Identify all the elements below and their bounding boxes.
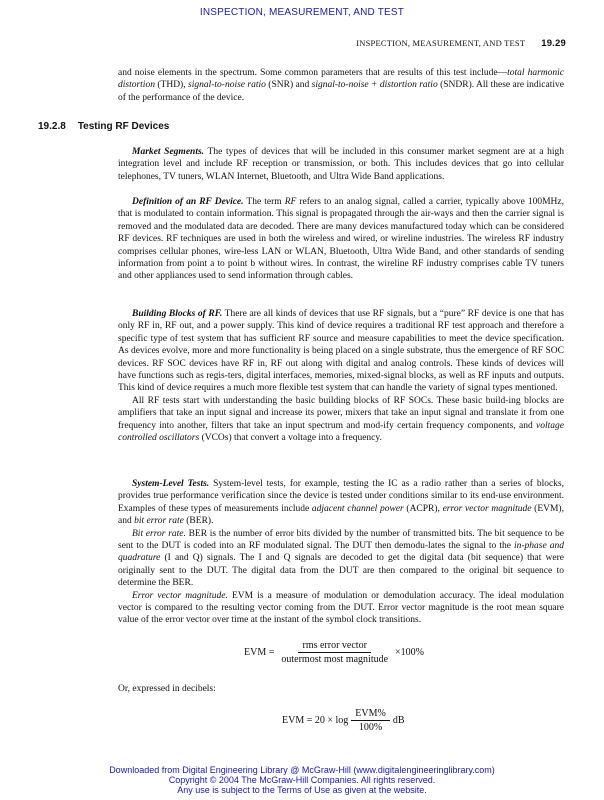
blocks-text-2: All RF tests start with understanding the basic building blocks of RF SOCs. These basic build-ing blocks are amplifiers that take an input signal and increase its power, mixers that take an input signal and translate it from one frequency into another, filters that take an input spectrum and mod-ify certain frequency components, and bbox=[118, 395, 564, 431]
definition-lead: Definition of an RF Device. bbox=[132, 197, 244, 207]
system-text: (EVM), and bbox=[118, 503, 564, 527]
evm-text: EVM is a measure of modulation or demodulation accuracy. The ideal modulation vector is compared to the resulting vector coming from the DUT. Error vector magnitude is the root mean square value of the error vector over time at the instant of the symbol clock transitions. bbox=[118, 590, 564, 626]
definition-text: The term bbox=[243, 197, 285, 207]
section-heading bbox=[38, 121, 169, 132]
intro-paragraph bbox=[118, 67, 564, 104]
market-segments-paragraph bbox=[118, 146, 564, 183]
formula1-lhs: EVM = bbox=[244, 647, 275, 658]
system-lead: System-Level Tests. bbox=[132, 479, 210, 489]
formula2-numerator: EVM% bbox=[351, 708, 390, 721]
formula2-fraction bbox=[351, 708, 390, 733]
blocks-text-2: (VCOs) that convert a voltage into a frequency. bbox=[199, 433, 382, 444]
formula2-denominator: 100% bbox=[358, 722, 383, 733]
system-term-acpr: adjacent channel power bbox=[311, 503, 404, 514]
page-number: 19.29 bbox=[541, 38, 566, 49]
system-term-ber: bit error rate bbox=[134, 516, 184, 527]
intro-term-thd: total harmonic distortion bbox=[118, 68, 564, 91]
ber-text: BER is the number of error bits divided by the number of transmitted bits. The bit sequence to be sent to the DUT is coded into an RF modulated signal. The DUT then demodu-lates the signal to the bbox=[118, 528, 564, 552]
market-text: The types of devices that will be included in this consumer market segment are at a high integration level and include RF reception or transmission, or both. This includes devices that go into cellular telephones, TV tuners, WLAN Internet, Bluetooth, and Ultra Wide Band applications. bbox=[118, 147, 564, 182]
blocks-lead: Building Blocks of RF. bbox=[132, 309, 223, 319]
system-level-section bbox=[118, 478, 564, 627]
market-lead: Market Segments. bbox=[132, 147, 205, 157]
evm-formula bbox=[244, 640, 424, 665]
formula2-lhs: EVM = 20 × log bbox=[282, 715, 349, 726]
definition-paragraph bbox=[118, 196, 564, 283]
formula1-fraction bbox=[277, 640, 392, 665]
footer bbox=[0, 765, 604, 795]
formula2-rhs: dB bbox=[392, 715, 405, 726]
intro-text: (SNDR). All these are indicative of the performance of the device. bbox=[118, 80, 564, 103]
intro-text: (THD), bbox=[154, 80, 188, 91]
formula1-denominator: outermost most magnitude bbox=[281, 654, 389, 665]
footer-copyright: Copyright © 2004 The McGraw-Hill Companies. All rights reserved. bbox=[168, 775, 436, 785]
footer-terms: Any use is subject to the Terms of Use as given at the website. bbox=[177, 785, 427, 795]
ber-lead: Bit error rate. bbox=[132, 528, 186, 539]
formula1-numerator: rms error vector bbox=[298, 640, 370, 653]
system-text: (BER). bbox=[183, 516, 214, 527]
section-title: Testing RF Devices bbox=[77, 121, 170, 132]
footer-download-link[interactable]: Downloaded from Digital Engineering Library @ McGraw-Hill (www.digitalengineeringlibrary.com) bbox=[109, 765, 495, 775]
system-text: (ACPR), bbox=[403, 503, 443, 514]
intro-term-snr: signal-to-noise ratio bbox=[188, 80, 266, 91]
building-blocks-section bbox=[118, 308, 564, 444]
intro-term-sndr: signal-to-noise + distortion ratio bbox=[311, 80, 438, 91]
blocks-text: There are all kinds of devices that use RF signals, but a “pure” RF device is one that has only RF in, RF out, and a power supply. This kind of device requires a traditional RF test approach and therefore a specific type of test system that has sufficient RF source and measure capabilities to meet the device specification. As devices evolve, more and more functionality is being placed on a single substrate, thus the emergence of RF SOC devices. RF SOC devices have RF in, RF out along with digital and analog controls. These kinds of devices will have functions such as regis-ters, digital interfaces, memories, mixed-signal blocks, as well as RF inputs and outputs. This kind of device requires a much more flexible test system that can handle the variety of signal types mentioned. bbox=[118, 309, 565, 394]
intro-text: and noise elements in the spectrum. Some common parameters that are results of this test include— bbox=[118, 68, 508, 78]
intro-text: (SNR) and bbox=[265, 80, 312, 91]
evm-lead: Error vector magnitude. bbox=[132, 590, 228, 601]
evm-db-formula bbox=[282, 708, 405, 733]
ber-term-iq: in-phase and quadrature bbox=[118, 541, 565, 564]
or-text: Or, expressed in decibels: bbox=[118, 684, 216, 694]
decibel-intro bbox=[118, 683, 564, 695]
definition-term-rf: RF bbox=[284, 197, 297, 207]
top-banner: INSPECTION, MEASUREMENT, AND TEST bbox=[199, 7, 405, 18]
ber-text: (I and Q) signals. The I and Q signals are decoded to get the digital data (bit sequence) that were originally sent to the DUT. The digital data from the DUT are then compared to the original bit sequence to determine the BER. bbox=[118, 553, 564, 589]
section-number: 19.2.8 bbox=[38, 121, 66, 132]
system-term-evm: error vector magnitude bbox=[442, 503, 532, 514]
definition-text: refers to an analog signal, called a carrier, typically above 100MHz, that is modulated to contain information. This signal is propagated through the air-ways and then the carrier signal is removed and the modulated data are decoded. There are many devices manufactured today which can be considered RF devices. RF techniques are used in both the wireless and wired, or wireline industries. The wireless RF industry comprises cellular phones, wire-less LAN or WLAN, Bluetooth, Ultra Wide Band, and other standards of sending information from point a to point b without wires. In contrast, the wireline RF industry comprises cable TV tuners and other appliances used to send information through cables. bbox=[118, 197, 565, 282]
system-text: System-level tests, for example, testing the IC as a radio rather than a series of blocks, provides true performance verification since the device is tested under conditions similar to its end-use environment. Examples of these types of measurements include bbox=[118, 479, 564, 514]
running-head-title: INSPECTION, MEASUREMENT, AND TEST bbox=[356, 38, 526, 48]
blocks-term-vco: voltage controlled oscillators bbox=[118, 420, 564, 444]
running-head bbox=[356, 38, 566, 49]
formula1-rhs: ×100% bbox=[395, 647, 425, 658]
